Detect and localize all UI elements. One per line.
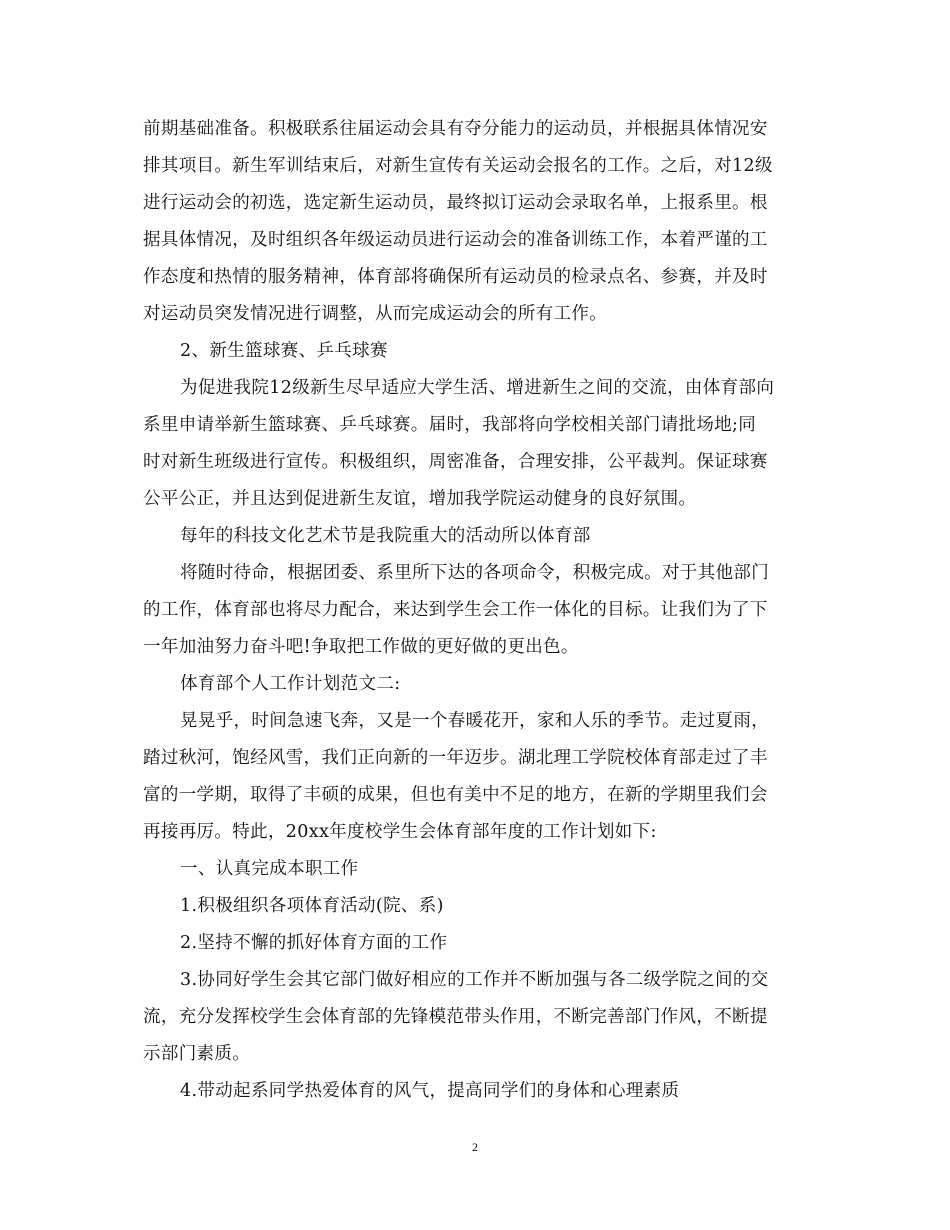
body-line: 公平公正，并且达到促进新生友谊，增加我学院运动健身的良好氛围。 bbox=[143, 489, 697, 509]
list-item: 4.带动起系同学热爱体育的风气，提高同学们的身体和心理素质 bbox=[180, 1081, 680, 1101]
body-line: 的工作，体育部也将尽力配合，来达到学生会工作一体化的目标。让我们为了下 bbox=[143, 600, 768, 620]
body-line: 晃晃乎，时间急速飞奔，又是一个春暖花开，家和人乐的季节。走过夏雨， bbox=[180, 711, 770, 731]
body-line: 排其项目。新生军训结束后，对新生宣传有关运动会报名的工作。之后，对12级 bbox=[143, 156, 773, 176]
body-line: 将随时待命，根据团委、系里所下达的各项命令，积极完成。对于其他部门 bbox=[180, 563, 770, 583]
body-line: 作态度和热情的服务精神，体育部将确保所有运动员的检录点名、参赛，并及时 bbox=[143, 267, 768, 287]
body-line: 富的一学期，取得了丰硕的成果，但也有美中不足的地方，在新的学期里我们会 bbox=[143, 785, 768, 805]
body-line: 进行运动会的初选，选定新生运动员，最终拟订运动会录取名单，上报系里。根 bbox=[143, 193, 768, 213]
list-item: 1.积极组织各项体育活动(院、系) bbox=[180, 896, 444, 916]
body-line: 踏过秋河，饱经风雪，我们正向新的一年迈步。湖北理工学院校体育部走过了丰 bbox=[143, 748, 768, 768]
section-heading: 一、认真完成本职工作 bbox=[180, 859, 359, 879]
body-line: 对运动员突发情况进行调整，从而完成运动会的所有工作。 bbox=[143, 304, 608, 324]
body-line: 再接再厉。特此，20xx年度校学生会体育部年度的工作计划如下: bbox=[143, 822, 657, 842]
body-line: 系里申请举新生篮球赛、乒乓球赛。届时，我部将向学校相关部门请批场地;同 bbox=[143, 415, 757, 435]
body-line: 前期基础准备。积极联系往届运动会具有夺分能力的运动员，并根据具体情况安 bbox=[143, 119, 768, 139]
page-number: 2 bbox=[472, 1140, 478, 1154]
body-line: 为促进我院12级新生尽早适应大学生活、增进新生之间的交流，由体育部向 bbox=[180, 378, 775, 398]
body-line: 一年加油努力奋斗吧!争取把工作做的更好做的更出色。 bbox=[143, 637, 579, 657]
list-item: 3.协同好学生会其它部门做好相应的工作并不断加强与各二级学院之间的交 bbox=[180, 970, 769, 990]
body-line: 示部门素质。 bbox=[143, 1044, 251, 1064]
body-line: 流，充分发挥校学生会体育部的先锋模范带头作用，不断完善部门作风，不断提 bbox=[143, 1007, 768, 1027]
body-line: 每年的科技文化艺术节是我院重大的活动所以体育部 bbox=[180, 526, 591, 546]
body-line: 时对新生班级进行宣传。积极组织，周密准备，合理安排，公平裁判。保证球赛 bbox=[143, 452, 768, 472]
list-item: 2.坚持不懈的抓好体育方面的工作 bbox=[180, 933, 448, 953]
section-heading: 体育部个人工作计划范文二: bbox=[180, 674, 401, 694]
section-heading: 2、新生篮球赛、乒乓球赛 bbox=[180, 341, 388, 361]
body-line: 据具体情况，及时组织各年级运动员进行运动会的准备训练工作，本着严谨的工 bbox=[143, 230, 768, 250]
